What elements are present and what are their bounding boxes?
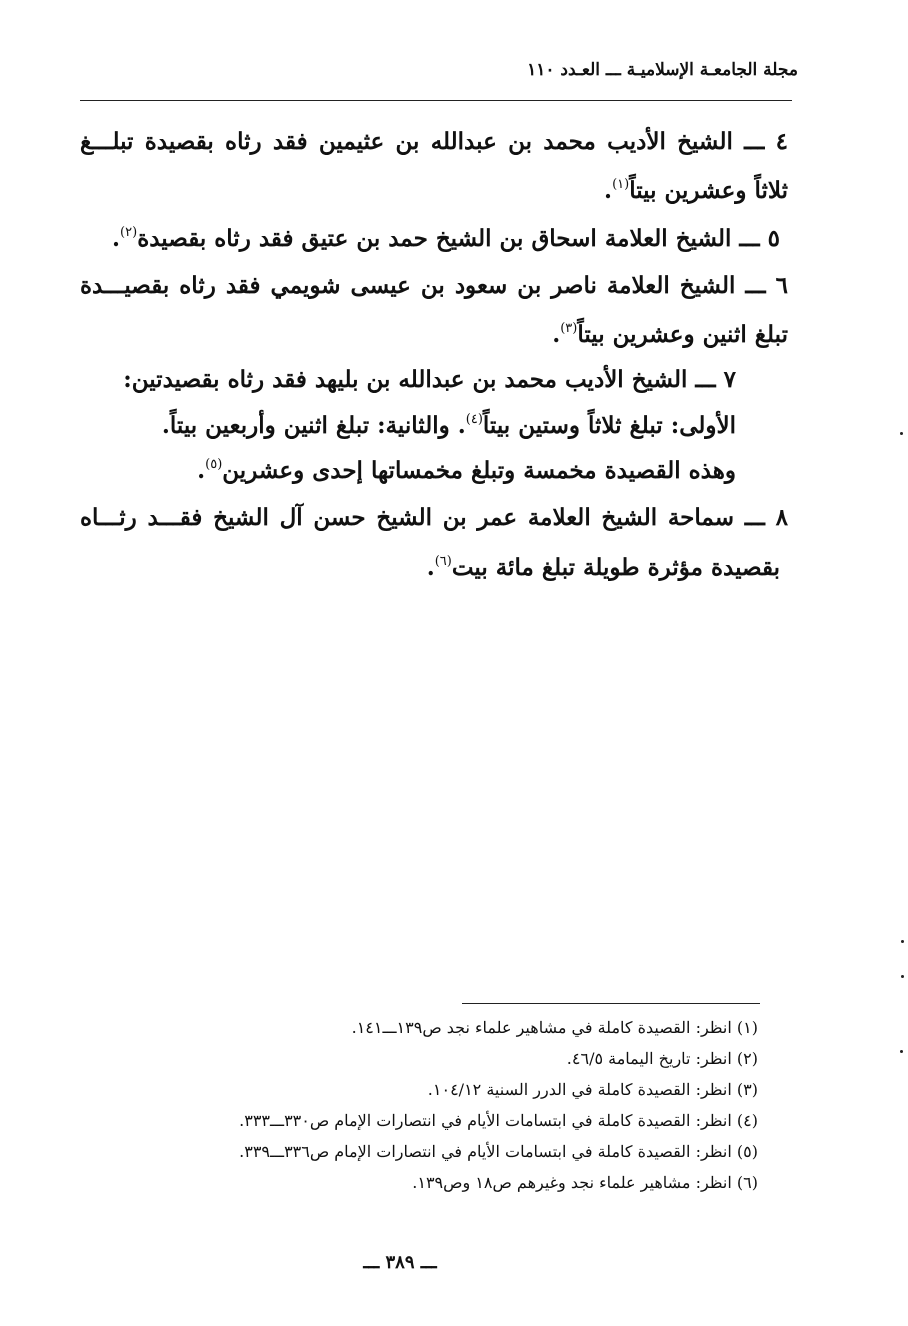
footnote-3: (٣) انظر: القصيدة كاملة في الدرر السنية ١٠٤/١٢. xyxy=(427,1080,758,1099)
body-line-2: ثلاثاً وعشرين بيتاً$^{(١)}$. xyxy=(604,177,788,204)
footnote-ref-5[interactable]: (٥) xyxy=(205,457,223,472)
body-line-8: وهذه القصيدة مخمسة وتبلغ مخمساتها إحدى وعشرين$^{(٥)}$. xyxy=(197,457,736,484)
page-number: ـــ ٣٨٩ ـــ xyxy=(363,1252,437,1273)
scan-mark xyxy=(901,975,904,978)
footnote-separator xyxy=(462,1003,760,1004)
scan-mark xyxy=(900,432,903,435)
body-line-6: ٧ ـــ الشيخ الأديب محمد بن عبدالله بن بليهد فقد رثاه بقصيدتين: xyxy=(123,366,736,393)
footnote-1: (١) انظر: القصيدة كاملة في مشاهير علماء نجد ص١٣٩ـــ١٤١. xyxy=(351,1018,758,1037)
scan-mark xyxy=(901,940,904,943)
footnote-ref-6[interactable]: (٦) xyxy=(434,554,452,569)
footnote-6: (٦) انظر: مشاهير علماء نجد وغيرهم ص١٨ وص١٣٩. xyxy=(412,1173,758,1192)
footnote-ref-4[interactable]: (٤) xyxy=(465,412,483,427)
body-line-9: ٨ ـــ سماحة الشيخ العلامة عمر بن الشيخ حسن آل الشيخ فقـــد رثـــاه xyxy=(80,504,788,531)
footnote-ref-3[interactable]: (٣) xyxy=(560,321,578,336)
body-line-5: تبلغ اثنين وعشرين بيتاً$^{(٣)}$. xyxy=(552,321,788,348)
header-rule xyxy=(80,100,792,101)
running-header: مجلة الجامعـة الإسلاميـة ـــ العـدد ١١٠ xyxy=(527,60,798,80)
footnote-ref-2[interactable]: (٢) xyxy=(120,225,138,240)
body-line-10: بقصيدة مؤثرة طويلة تبلغ مائة بيت$^{(٦)}$. xyxy=(426,554,780,581)
body-line-4: ٦ ـــ الشيخ العلامة ناصر بن سعود بن عيسى شويمي فقد رثاه بقصيـــدة xyxy=(80,272,788,299)
body-line-3: ٥ ـــ الشيخ العلامة اسحاق بن الشيخ حمد بن عتيق فقد رثاه بقصيدة$^{(٢)}$. xyxy=(112,225,780,252)
footnote-5: (٥) انظر: القصيدة كاملة في ابتسامات الأيام في انتصارات الإمام ص٣٣٦ـــ٣٣٩. xyxy=(239,1142,758,1161)
footnote-2: (٢) انظر: تاريخ اليمامة ٤٦/٥. xyxy=(566,1049,758,1068)
body-line-1: ٤ ـــ الشيخ الأديب محمد بن عبدالله بن عثيمين فقد رثاه بقصيدة تبلـــغ xyxy=(80,128,788,155)
footnote-4: (٤) انظر: القصيدة كاملة في ابتسامات الأيام في انتصارات الإمام ص٣٣٠ـــ٣٣٣. xyxy=(239,1111,758,1130)
body-line-7: الأولى: تبلغ ثلاثاً وستين بيتاً$^{(٤)}$. والثانية: تبلغ اثنين وأربعين بيتاً. xyxy=(161,412,736,439)
footnote-ref-1[interactable]: (١) xyxy=(612,177,630,192)
scan-mark xyxy=(900,1050,903,1053)
